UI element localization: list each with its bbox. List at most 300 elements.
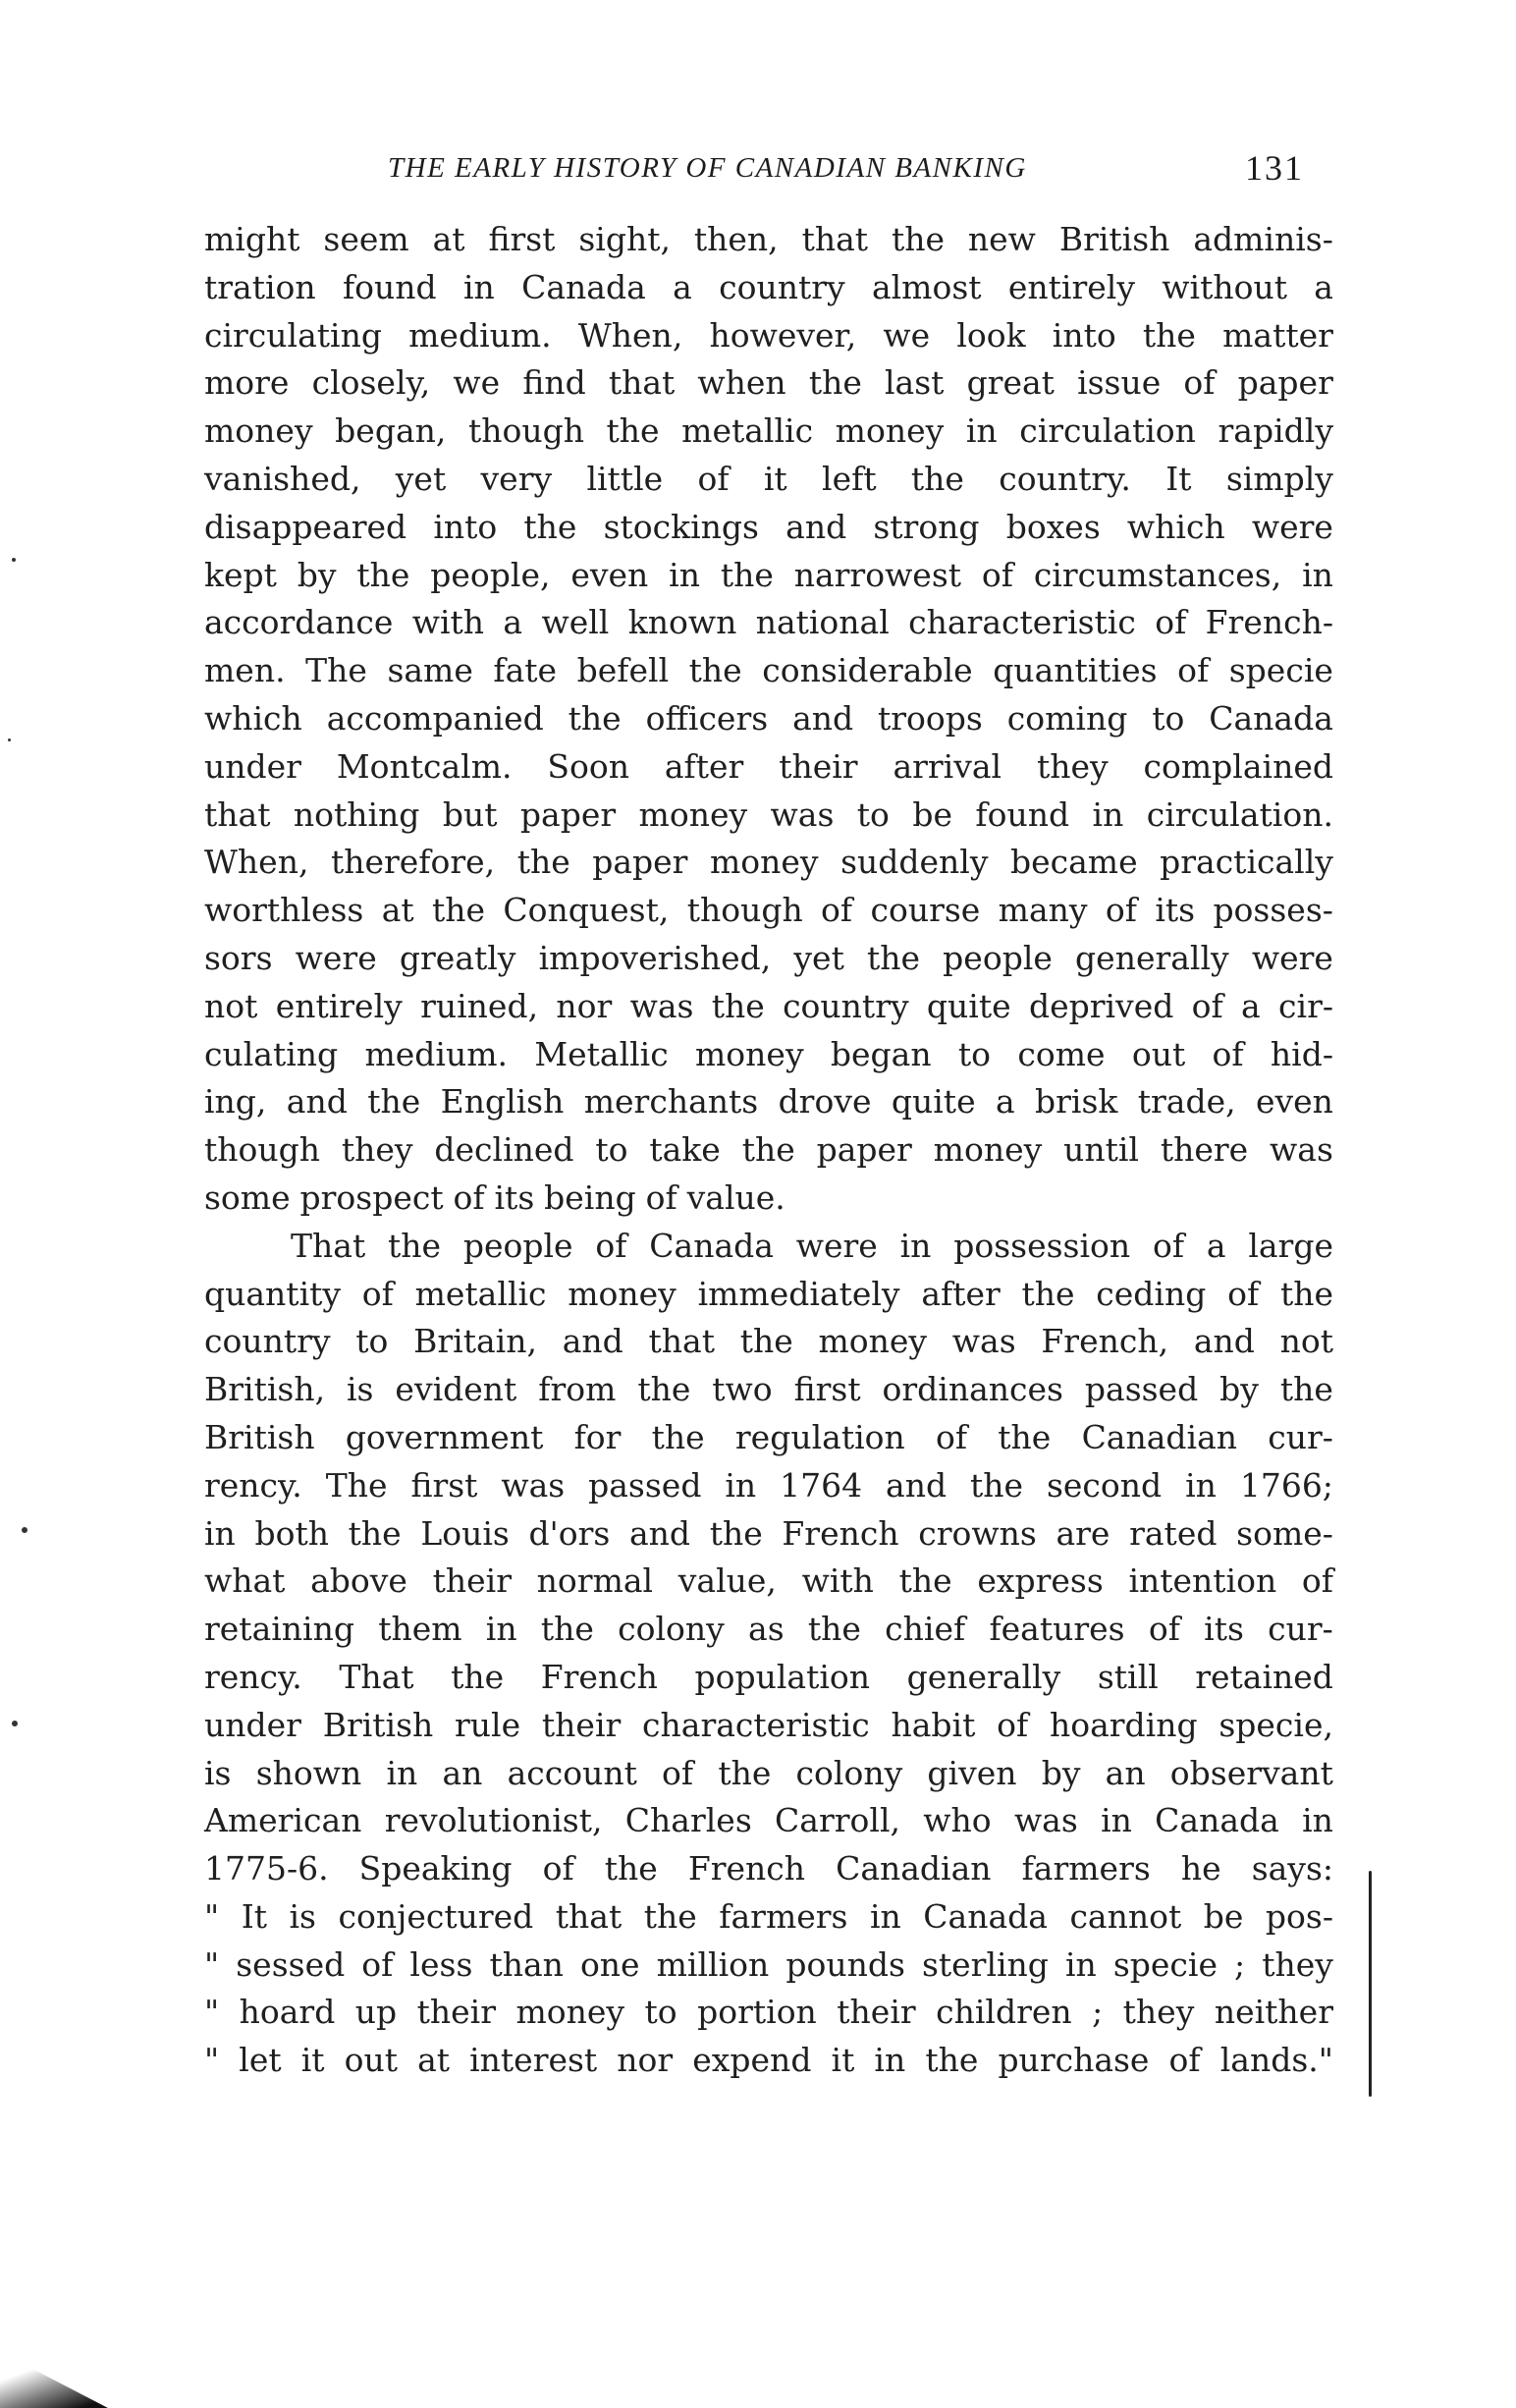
word: in <box>386 1753 418 1792</box>
word: money <box>204 411 313 451</box>
word: of <box>1227 1274 1260 1313</box>
word: account <box>507 1753 637 1792</box>
word: course <box>870 891 981 930</box>
word: people <box>462 1226 573 1265</box>
word: became <box>1009 843 1138 882</box>
word: last <box>885 363 945 403</box>
word: in <box>669 555 700 594</box>
word: the <box>718 1753 772 1792</box>
word: a <box>503 603 523 642</box>
text-line <box>204 792 1333 840</box>
word: and <box>785 507 847 546</box>
word: they <box>1036 746 1109 786</box>
word: was <box>629 986 694 1025</box>
word: money <box>568 1274 677 1313</box>
word: find <box>522 363 586 403</box>
word: country <box>204 1322 331 1361</box>
word: though <box>204 1130 321 1170</box>
word: the <box>637 1370 691 1409</box>
word: suddenly <box>840 843 989 882</box>
word: the <box>910 459 964 498</box>
word: Britain, <box>413 1322 537 1361</box>
word: specie <box>1228 651 1333 690</box>
word: two <box>712 1370 773 1409</box>
word: cur- <box>1268 1610 1333 1649</box>
word: Canada <box>521 267 646 306</box>
word: Montcalm. <box>336 746 513 786</box>
word: retained <box>1195 1657 1333 1696</box>
word: in <box>1092 794 1124 834</box>
word: at <box>381 891 414 930</box>
word: sterling <box>921 1944 1049 1984</box>
word: ; <box>1234 1944 1246 1984</box>
word: its <box>494 1177 535 1217</box>
word: by <box>1041 1753 1081 1792</box>
word: country <box>719 267 845 306</box>
word: ceding <box>1096 1274 1207 1313</box>
word: to <box>1152 698 1185 738</box>
word: in <box>874 2041 906 2080</box>
word: value. <box>686 1177 785 1217</box>
word: considerable <box>762 651 973 690</box>
word: the <box>741 1130 795 1170</box>
word: the <box>606 411 660 451</box>
word: even <box>1255 1082 1333 1122</box>
word: quite <box>891 1082 976 1122</box>
word: prospect <box>299 1177 444 1217</box>
word: the <box>711 986 765 1025</box>
text-line <box>204 1510 1333 1559</box>
word: children <box>936 1993 1072 2032</box>
word: of <box>645 1177 677 1217</box>
word: be <box>1203 1896 1244 1936</box>
word: practically <box>1160 843 1333 882</box>
word: brisk <box>1035 1082 1118 1122</box>
word: the <box>720 555 774 594</box>
word: it <box>831 2041 855 2080</box>
word: money <box>818 1322 928 1361</box>
text-line <box>204 1702 1333 1750</box>
word: farmers <box>1021 1849 1151 1888</box>
word: nothing <box>293 794 420 834</box>
word: still <box>1097 1657 1159 1696</box>
text-line <box>204 1797 1333 1845</box>
word: American <box>204 1801 362 1840</box>
word: the <box>388 1226 442 1265</box>
word: at <box>432 220 465 258</box>
word: French <box>540 1657 658 1696</box>
word: to <box>595 1130 628 1170</box>
word: though <box>467 411 584 451</box>
word: interest <box>469 2041 598 2080</box>
word: it <box>300 2041 325 2080</box>
word: conjectured <box>338 1896 534 1936</box>
word: take <box>649 1130 721 1170</box>
word: that <box>204 794 271 834</box>
text-line <box>204 1558 1333 1606</box>
text-line <box>204 359 1333 408</box>
word: pos- <box>1265 1896 1333 1936</box>
word: of <box>1177 651 1210 690</box>
word: money <box>515 1993 625 2032</box>
word: " <box>204 1896 220 1936</box>
word: were <box>295 938 377 977</box>
word: and <box>628 1513 691 1553</box>
word: in <box>965 411 998 451</box>
word: boxes <box>1005 507 1101 546</box>
word: a <box>1314 267 1333 306</box>
word: disappeared <box>204 507 407 546</box>
word: the <box>925 2041 979 2080</box>
word: deprived <box>1028 986 1174 1025</box>
text-line <box>204 983 1333 1031</box>
word: metallic <box>681 411 814 451</box>
word: under <box>204 746 301 786</box>
word: the <box>516 843 570 882</box>
word: Charles <box>624 1801 752 1840</box>
text-line <box>204 1462 1333 1510</box>
word: was <box>951 1322 1016 1361</box>
word: new <box>967 220 1036 258</box>
word: country <box>783 986 909 1025</box>
word: possession <box>953 1226 1131 1265</box>
word: Metallic <box>534 1034 669 1073</box>
word: 1766; <box>1239 1465 1333 1505</box>
word: medium. <box>364 1034 509 1073</box>
word: nor <box>556 986 613 1025</box>
word: little <box>586 459 664 498</box>
text-line <box>204 1893 1333 1942</box>
word: not <box>204 986 258 1025</box>
word: of <box>662 1753 694 1792</box>
word: left <box>822 459 877 498</box>
word: ruined, <box>420 986 539 1025</box>
word: That <box>291 1226 366 1265</box>
word: with <box>411 603 485 642</box>
word: shown <box>255 1753 362 1792</box>
word: its <box>1204 1610 1244 1649</box>
word: than <box>489 1944 564 1984</box>
word: by <box>1219 1370 1259 1409</box>
word: in <box>204 1513 236 1553</box>
text-line <box>204 1175 1333 1223</box>
word: we <box>453 363 501 403</box>
word: their <box>541 1705 622 1744</box>
word: cannot <box>1069 1896 1182 1936</box>
word: might <box>204 220 300 258</box>
word: the <box>688 651 742 690</box>
word: and <box>792 698 854 738</box>
word: the <box>451 1657 505 1696</box>
word: of <box>1212 1034 1244 1073</box>
word: ing, <box>204 1082 267 1122</box>
word: It <box>241 1896 267 1936</box>
word: entirely <box>275 986 403 1025</box>
word: after <box>921 1274 1001 1313</box>
word: The <box>305 651 367 690</box>
word: known <box>627 603 737 642</box>
word: Canada <box>1155 1801 1279 1840</box>
text-line <box>204 599 1333 647</box>
word: farmers <box>719 1896 848 1936</box>
word: chief <box>885 1610 966 1649</box>
word: specie <box>1112 1944 1218 1984</box>
word: their <box>416 1993 497 2032</box>
text-line <box>204 1942 1333 1990</box>
word: of <box>542 1849 574 1888</box>
word: paper <box>519 794 617 834</box>
text-line <box>204 552 1333 600</box>
word: rule <box>455 1705 521 1744</box>
word: Speaking <box>358 1849 513 1888</box>
word: national <box>755 603 890 642</box>
word: greatly <box>399 938 516 977</box>
word: let <box>239 2041 282 2080</box>
page-number: 131 <box>1245 148 1304 188</box>
word: people <box>943 938 1053 977</box>
word: coming <box>1006 698 1128 738</box>
word: British <box>1058 220 1170 258</box>
word: paper <box>1237 363 1333 403</box>
running-head: THE EARLY HISTORY OF CANADIAN BANKING <box>388 152 1027 184</box>
word: first <box>793 1370 861 1409</box>
word: that <box>648 1322 715 1361</box>
text-line <box>204 456 1333 504</box>
word: quantity <box>204 1274 342 1313</box>
word: the <box>568 698 622 738</box>
word: the <box>1279 1370 1333 1409</box>
word: of <box>1105 891 1137 930</box>
word: first <box>410 1465 478 1505</box>
word: they <box>1262 1944 1333 1984</box>
word: be <box>912 794 952 834</box>
word: great <box>966 363 1055 403</box>
word: crowns <box>918 1513 1037 1553</box>
text-line <box>204 1989 1333 2037</box>
word: circumstances, <box>1033 555 1282 594</box>
margin-rule <box>1369 1871 1372 2097</box>
word: yet <box>793 938 844 977</box>
word: out <box>344 2041 398 2080</box>
word: colony <box>618 1610 725 1649</box>
word: evident <box>395 1370 517 1409</box>
word: kept <box>204 555 277 594</box>
word: and <box>886 1465 948 1505</box>
word: in <box>1302 555 1333 594</box>
text-line <box>204 1318 1333 1366</box>
word: a <box>673 267 692 306</box>
word: Soon <box>547 746 629 786</box>
word: therefore, <box>330 843 496 882</box>
word: generally <box>1075 938 1229 977</box>
word: of <box>1183 363 1216 403</box>
word: narrowest <box>793 555 962 594</box>
word: lands." <box>1219 2041 1333 2080</box>
word: government <box>345 1417 544 1456</box>
word: hid- <box>1270 1034 1333 1073</box>
word: characteristic <box>642 1705 870 1744</box>
word: pounds <box>785 1944 905 1984</box>
word: rency. <box>204 1657 302 1696</box>
word: one <box>579 1944 640 1984</box>
word: Canada <box>1209 698 1333 738</box>
word: well <box>541 603 610 642</box>
word: passed <box>588 1465 702 1505</box>
word: an <box>442 1753 483 1792</box>
word: passed <box>1084 1370 1199 1409</box>
word: of <box>361 1944 394 1984</box>
text-line <box>204 1031 1333 1079</box>
text-line <box>204 1654 1333 1702</box>
word: rated <box>1129 1513 1218 1553</box>
word: British <box>322 1705 434 1744</box>
word: an <box>1105 1753 1146 1792</box>
word: worthless <box>204 891 364 930</box>
word: more <box>204 363 290 403</box>
word: that <box>555 1896 623 1936</box>
text-line <box>204 1078 1333 1126</box>
word: he <box>1180 1849 1221 1888</box>
word: money <box>638 794 748 834</box>
word: " <box>204 1944 220 1984</box>
word: is <box>204 1753 232 1792</box>
word: money <box>709 843 819 882</box>
word: given <box>927 1753 1017 1792</box>
word: of <box>453 1177 485 1217</box>
word: of <box>1301 1561 1333 1601</box>
word: in <box>485 1610 517 1649</box>
word: without <box>1162 267 1287 306</box>
word: began, <box>335 411 447 451</box>
word: strong <box>873 507 980 546</box>
word: the <box>367 1082 421 1122</box>
word: were <box>1251 938 1333 977</box>
word: less <box>409 1944 473 1984</box>
word: When, <box>204 843 309 882</box>
word: their <box>837 1993 916 2032</box>
word: sors <box>204 938 273 977</box>
word: tration <box>204 267 316 306</box>
word: their <box>779 746 858 786</box>
word: its <box>1155 891 1196 930</box>
word: but <box>442 794 498 834</box>
word: impoverished, <box>538 938 772 977</box>
word: regulation <box>734 1417 905 1456</box>
word: the <box>523 507 577 546</box>
word: the <box>651 1417 705 1456</box>
word: declined <box>434 1130 574 1170</box>
scan-speck <box>8 739 11 741</box>
word: merchants <box>583 1082 759 1122</box>
word: When, <box>577 315 683 355</box>
word: Louis <box>420 1513 510 1553</box>
word: the <box>348 1513 402 1553</box>
word: them <box>378 1610 462 1649</box>
word: of <box>1152 1226 1185 1265</box>
text-line <box>204 887 1333 935</box>
word: in <box>725 1465 757 1505</box>
word: d'ors <box>528 1513 611 1553</box>
word: the <box>356 555 410 594</box>
word: intention <box>1128 1561 1277 1601</box>
word: French <box>782 1513 899 1553</box>
word: come <box>1017 1034 1106 1073</box>
word: who <box>923 1801 992 1840</box>
word: being <box>544 1177 636 1217</box>
word: fate <box>493 651 558 690</box>
word: hoarding <box>1049 1705 1198 1744</box>
word: by <box>297 555 337 594</box>
word: paper <box>592 843 688 882</box>
word: observant <box>1169 1753 1333 1792</box>
word: accordance <box>204 603 394 642</box>
word: 1775-6. <box>204 1849 329 1888</box>
word: up <box>354 1993 398 2032</box>
word: befell <box>576 651 670 690</box>
word: generally <box>906 1657 1061 1696</box>
word: are <box>1056 1513 1110 1553</box>
word: normal <box>536 1561 654 1601</box>
word: until <box>1063 1130 1139 1170</box>
word: country. <box>999 459 1131 498</box>
word: was <box>501 1465 566 1505</box>
word: nor <box>617 2041 674 2080</box>
word: of <box>981 555 1013 594</box>
word: into <box>433 507 498 546</box>
word: Carroll, <box>775 1801 900 1840</box>
text-line <box>204 647 1333 695</box>
word: money <box>835 411 945 451</box>
word: posses- <box>1213 891 1333 930</box>
word: French, <box>1041 1322 1169 1361</box>
word: with <box>801 1561 874 1601</box>
word: many <box>998 891 1088 930</box>
text-line <box>204 1845 1333 1893</box>
word: they <box>1122 1993 1195 2032</box>
word: under <box>204 1705 301 1744</box>
word: is <box>289 1896 316 1936</box>
word: in <box>1064 1944 1097 1984</box>
word: the <box>709 1513 763 1553</box>
word: the <box>540 1610 594 1649</box>
word: Canadian <box>1081 1417 1238 1456</box>
word: English <box>440 1082 565 1122</box>
word: population <box>694 1657 871 1696</box>
word: That <box>339 1657 414 1696</box>
word: to <box>644 1993 677 2032</box>
text-line <box>204 743 1333 792</box>
word: a <box>1206 1226 1226 1265</box>
word: simply <box>1225 459 1333 498</box>
word: neither <box>1214 1993 1333 2032</box>
word: British <box>204 1417 315 1456</box>
scan-speck <box>12 1721 18 1726</box>
word: adminis- <box>1193 220 1333 258</box>
word: officers <box>645 698 769 738</box>
word: of <box>997 1705 1029 1744</box>
word: found <box>975 794 1070 834</box>
word: in <box>899 1226 932 1265</box>
word: not <box>1279 1322 1333 1361</box>
word: entirely <box>1007 267 1135 306</box>
text-line <box>204 264 1333 312</box>
text-line <box>204 312 1333 360</box>
scan-shadow <box>0 2352 108 2408</box>
word: vanished, <box>204 459 361 498</box>
word: above <box>310 1561 407 1601</box>
word: arrival <box>893 746 1002 786</box>
word: issue <box>1077 363 1162 403</box>
